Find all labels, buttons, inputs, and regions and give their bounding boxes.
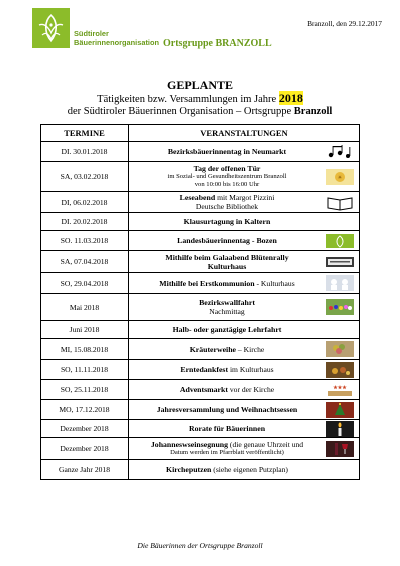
- year-highlight: 2018: [278, 91, 303, 105]
- herb-bouquet-icon: [325, 340, 355, 358]
- svg-text:★★★: ★★★: [333, 385, 347, 391]
- rally-sign-icon: [325, 253, 355, 271]
- event-detail: vor der Kirche: [227, 385, 275, 394]
- event-note: Nachmittag: [209, 307, 245, 316]
- event-date: SO, 11.11.2018: [41, 360, 129, 380]
- events-table: [40, 124, 360, 480]
- event-title: Bezirksbäuerinnentag in Neumarkt: [167, 147, 287, 156]
- event-date: MO, 17.12.2018: [41, 400, 129, 420]
- event-title: Adventsmarkt: [179, 385, 228, 394]
- event-detail: – Kirche: [236, 344, 265, 354]
- wine-icon: [325, 440, 355, 458]
- organisation-name: [74, 30, 159, 47]
- event-description: [129, 400, 360, 420]
- table-row: [41, 213, 360, 231]
- event-title: Landesbäuerinnentag - Bozen: [177, 236, 277, 245]
- open-day-icon: [325, 168, 355, 186]
- event-description: [129, 251, 360, 273]
- table-header-row: [41, 125, 360, 142]
- event-title: Mithilfe bei Erstkommunion: [159, 278, 255, 288]
- event-description: [129, 380, 360, 400]
- communion-icon: [325, 274, 355, 292]
- document-subtitle: [0, 92, 400, 118]
- event-description: [129, 273, 360, 294]
- event-note: von 10:00 bis 16:00 Uhr: [194, 181, 260, 188]
- group-name: Ortsgruppe BRANZOLL: [163, 38, 272, 49]
- event-date: SO, 29.04.2018: [41, 273, 129, 294]
- book-icon: [325, 193, 355, 211]
- organisation-logo: [32, 8, 70, 48]
- event-detail: mit Margot Pizzini: [215, 193, 275, 202]
- event-description: [129, 321, 360, 339]
- event-description: [129, 460, 360, 480]
- leaf-logo-icon: [34, 11, 68, 45]
- event-title: Halb- oder ganztägige Lehrfahrt: [172, 325, 282, 334]
- event-description: [129, 142, 360, 162]
- event-note: Deutsche Bibliothek: [195, 202, 259, 211]
- table-row: [41, 142, 360, 162]
- event-description: [129, 420, 360, 438]
- event-date: Ganze Jahr 2018: [41, 460, 129, 480]
- event-description: [129, 339, 360, 360]
- event-description: [129, 294, 360, 321]
- group-photo-icon: [325, 298, 355, 316]
- event-description: [129, 162, 360, 192]
- event-detail: (die genaue Uhrzeit und: [228, 440, 304, 450]
- table-row: [41, 339, 360, 360]
- event-title: Mithilfe beim Galaabend Blütenrally: [165, 252, 289, 262]
- event-date: DI. 30.01.2018: [41, 142, 129, 162]
- header-veranstaltungen: VERANSTALTUNGEN: [129, 125, 360, 142]
- event-note: Kulturhaus: [207, 261, 247, 271]
- event-description: [129, 360, 360, 380]
- event-title: Kircheputzen: [166, 465, 212, 474]
- table-row: [41, 162, 360, 192]
- candle-icon: [325, 420, 355, 438]
- event-note: Datum werden im Pfarrblatt veröffentlicht): [170, 449, 284, 457]
- event-title: Tag der offenen Tür: [193, 164, 261, 174]
- event-date: SO. 11.03.2018: [41, 231, 129, 251]
- event-detail: im Kulturhaus: [228, 365, 274, 374]
- event-date: Mai 2018: [41, 294, 129, 321]
- table-row: [41, 400, 360, 420]
- table-row: [41, 192, 360, 213]
- table-row: [41, 420, 360, 438]
- event-detail: (siehe eigenen Putzplan): [211, 465, 288, 474]
- footer-signature: Die Bäuerinnen der Ortsgruppe Branzoll: [137, 541, 263, 550]
- event-description: [129, 213, 360, 231]
- event-note: im Sozial- und Gesundheitszentrum Branzoll: [167, 173, 287, 181]
- header-termine: TERMINE: [41, 125, 129, 142]
- table-row: [41, 360, 360, 380]
- org-name-line2: Bäuerinnenorganisation: [74, 37, 160, 47]
- harvest-icon: [325, 361, 355, 379]
- subtitle-line2: der Südtiroler Bäuerinnen Organisation – Ortsgruppe Branzoll: [67, 106, 333, 117]
- event-title: Kräuterweihe: [189, 344, 237, 354]
- table-row: [41, 460, 360, 480]
- event-title: Klausurtagung in Kaltern: [183, 217, 271, 226]
- table-row: [41, 231, 360, 251]
- event-title: Erntedankfest: [180, 365, 229, 374]
- table-row: [41, 251, 360, 273]
- event-description: [129, 192, 360, 213]
- org-name-line1: Südtiroler: [74, 29, 109, 38]
- event-title: Leseabend: [179, 193, 216, 202]
- event-title: Bezirkswallfahrt: [199, 298, 255, 307]
- event-title: Rorate für Bäuerinnen: [188, 424, 266, 433]
- christmas-dinner-icon: [325, 401, 355, 419]
- event-date: SO, 25.11.2018: [41, 380, 129, 400]
- event-date: Dezember 2018: [41, 420, 129, 438]
- place-date: Branzoll, den 29.12.2017: [307, 19, 382, 28]
- event-title: Johanneswseinsegnung: [150, 440, 229, 450]
- event-date: SA, 03.02.2018: [41, 162, 129, 192]
- svg-text:☀: ☀: [337, 175, 343, 181]
- event-date: Juni 2018: [41, 321, 129, 339]
- music-notes-icon: [325, 143, 355, 161]
- event-description: [129, 438, 360, 460]
- table-row: [41, 380, 360, 400]
- table-row: [41, 321, 360, 339]
- event-date: MI, 15.08.2018: [41, 339, 129, 360]
- advent-market-icon: [325, 381, 355, 399]
- table-row: [41, 294, 360, 321]
- document-title: GEPLANTE: [166, 78, 233, 92]
- table-row: [41, 438, 360, 460]
- table-row: [41, 273, 360, 294]
- event-detail: - Kulturhaus: [254, 278, 295, 288]
- event-date: Dezember 2018: [41, 438, 129, 460]
- event-date: DI, 06.02.2018: [41, 192, 129, 213]
- subtitle-line1: Tätigkeiten bzw. Versammlungen im Jahre 2018: [97, 91, 303, 105]
- event-description: [129, 231, 360, 251]
- event-date: DI. 20.02.2018: [41, 213, 129, 231]
- event-date: SA, 07.04.2018: [41, 251, 129, 273]
- logo-badge-icon: [325, 232, 355, 250]
- event-title: Jahresversammlung und Weihnachtsessen: [156, 405, 298, 414]
